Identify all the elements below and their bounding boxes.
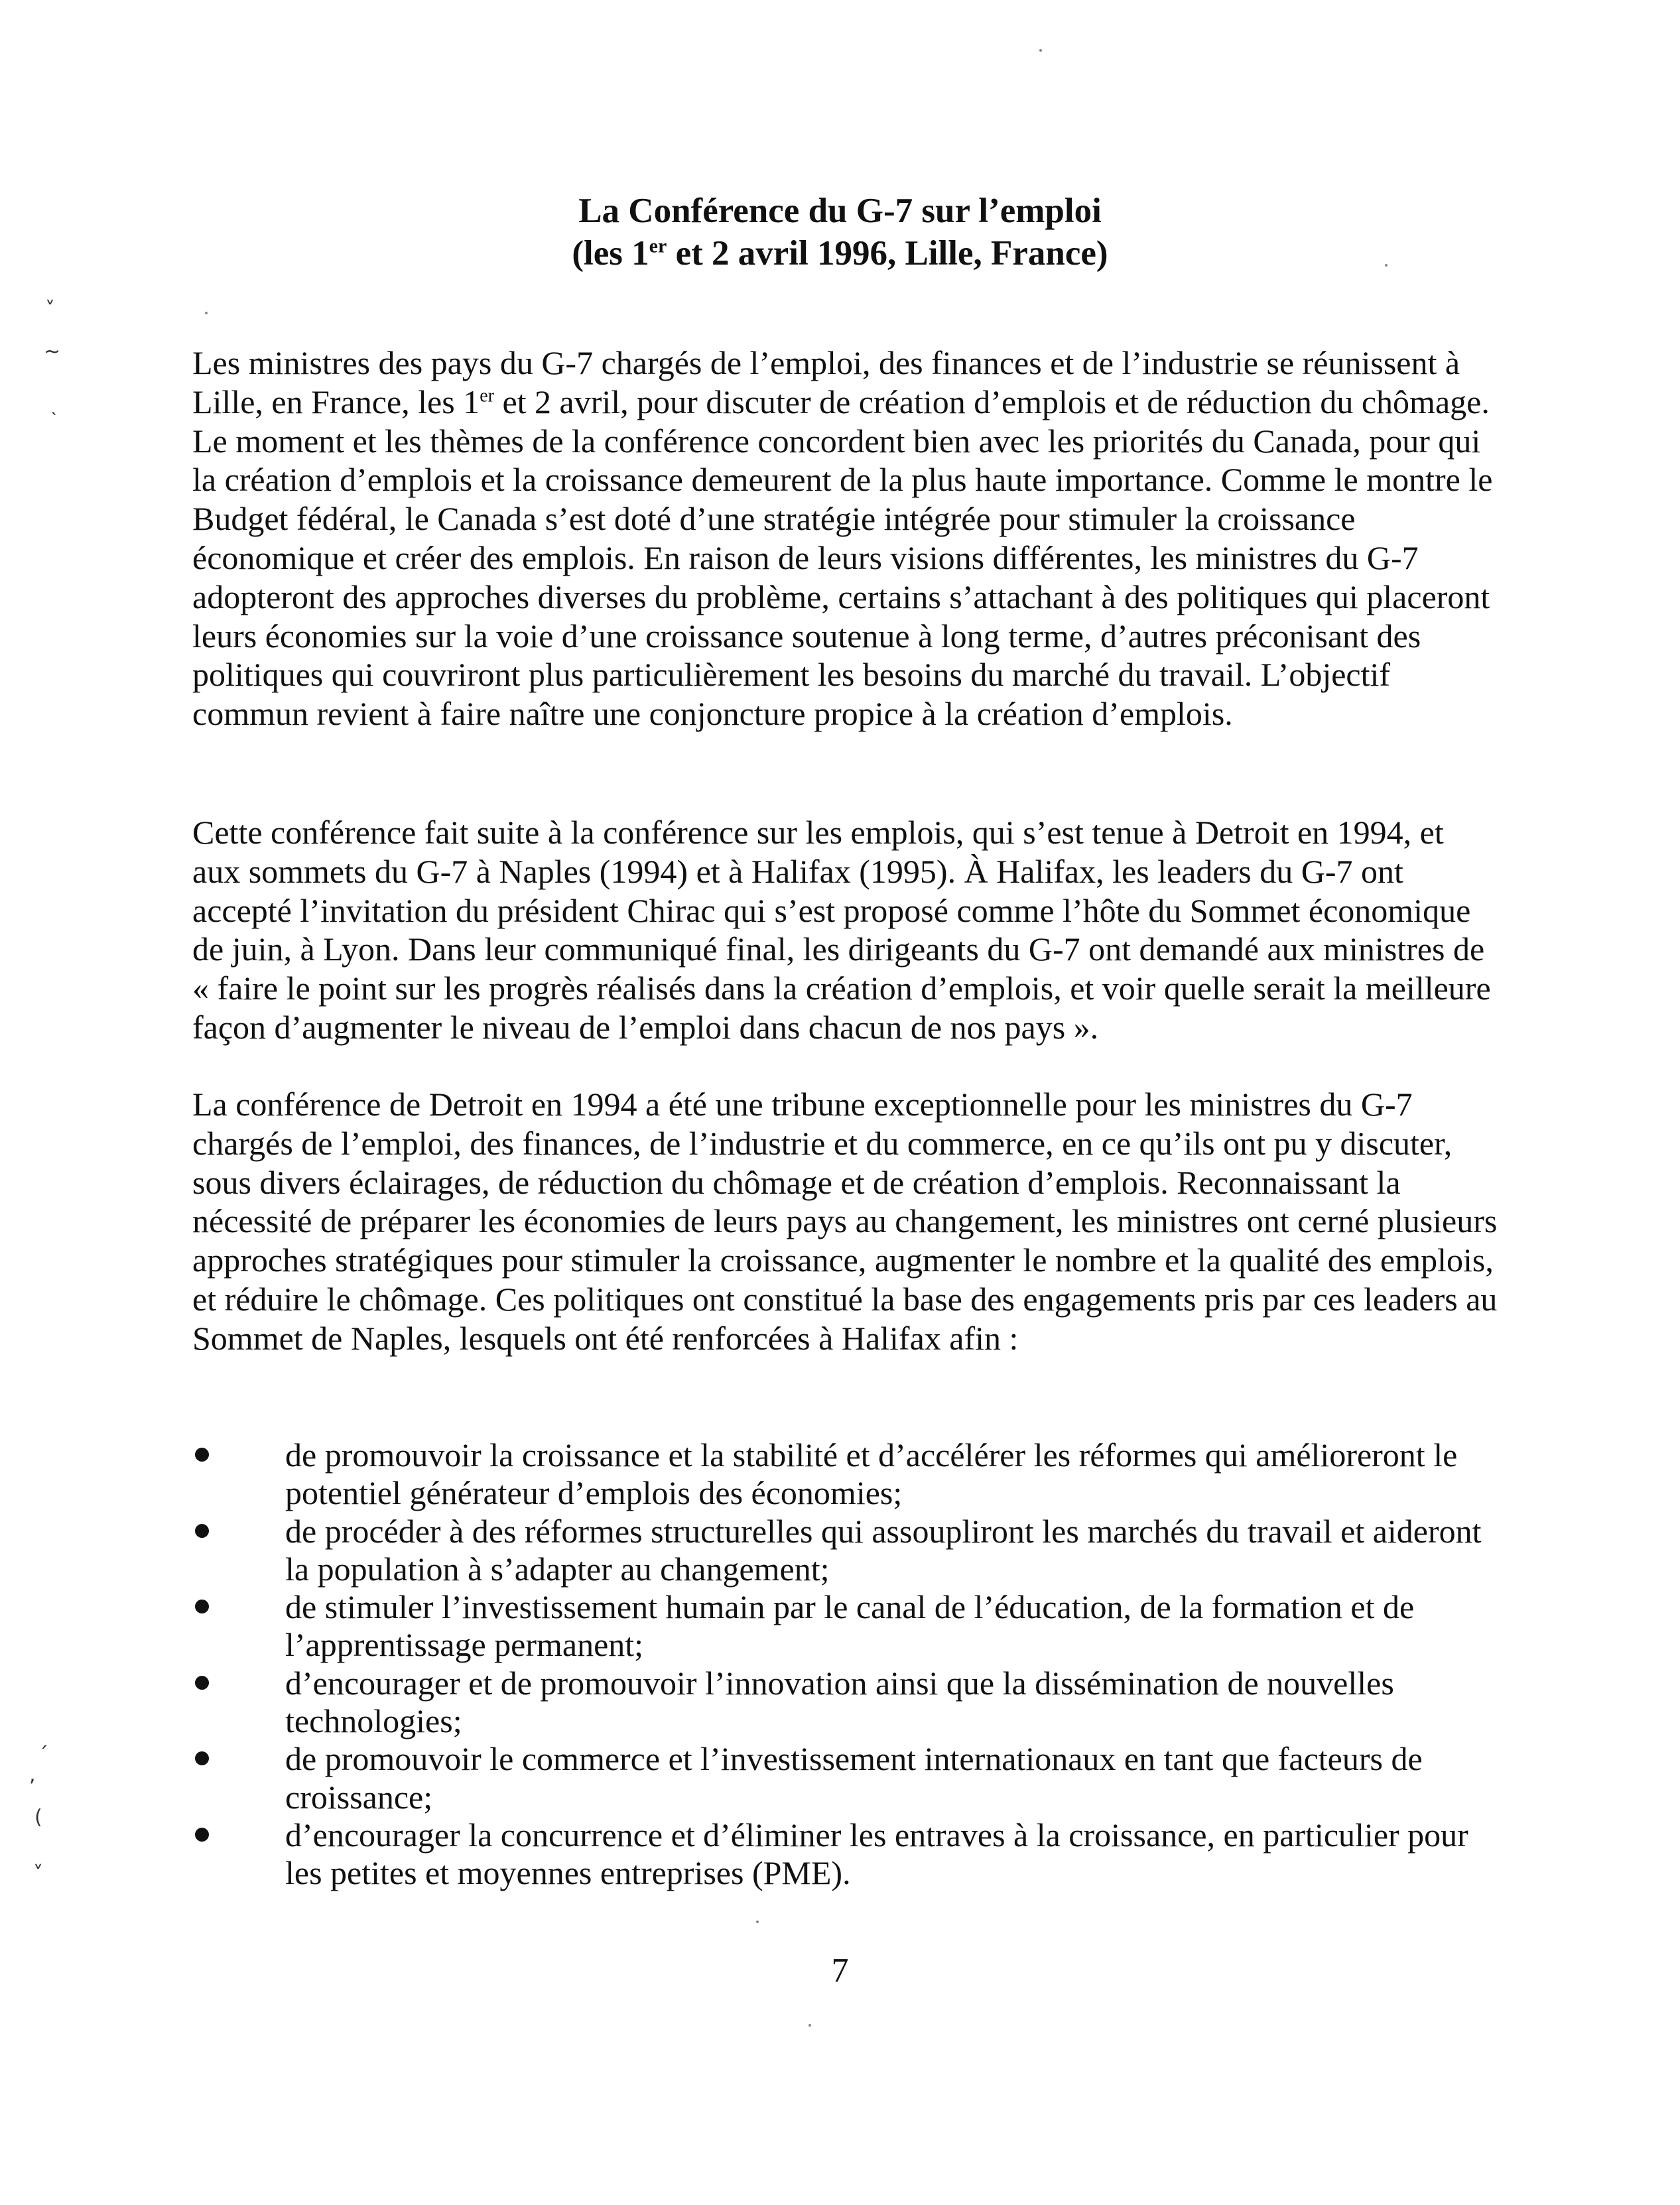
bullet-dot-icon xyxy=(195,1676,209,1690)
paragraph-3: La conférence de Detroit en 1994 a été une tribune exceptionnelle pour les ministres du G-7 chargés de l’emploi, des finances, de l’industrie et du commerce, en ce qu’ils ont pu y discuter, sous divers éclairages, de réduction du chômage et de création d’emplois. Reconnaissant la nécessité de préparer les économies de leurs pays au changement, les ministres ont cerné plusieurs approches stratégiques pour stimuler la croissance, augmenter le nombre et la qualité des emplois, et réduire le chômage. Ces politiques ont constitué la base des engagements pris par ces leaders au Sommet de Naples, lesquels ont été renforcées à Halifax afin : xyxy=(192,1086,1498,1357)
scan-speck xyxy=(756,1921,759,1923)
paragraph-1 xyxy=(192,344,1499,733)
scan-artifact-mark: ( xyxy=(34,1806,42,1829)
title-line-2-suffix: et 2 avril 1996, Lille, France) xyxy=(667,234,1108,273)
scan-artifact-mark: ˏ xyxy=(38,1726,48,1749)
scan-speck xyxy=(808,2024,811,2027)
list-item-text: de procéder à des réformes structurelles qui assoupliront les marchés du travail et aideront la population à s’adapter au changement; xyxy=(285,1512,1482,1588)
list-item xyxy=(192,1436,1499,1513)
paragraph-1-prefix: Les ministres des pays du G-7 chargés de l’emploi, des finances et de l’industrie se réunissent à Lille, en France, les 1 xyxy=(192,344,1460,420)
paragraph-1-suffix: et 2 avril, pour discuter de création d’emplois et de réduction du chômage. Le moment et les thèmes de la conférence concordent bien avec les priorités du Canada, pour qui la création d’emplois et la croissance demeurent de la plus haute importance. Comme le montre le Budget fédéral, le Canada s’est doté d’une stratégie intégrée pour stimuler la croissance économique et créer des emplois. En raison de leurs visions différentes, les ministres du G-7 adopteront des approches diverses du problème, certains s’attachant à des politiques qui placeront leurs économies sur la voie d’une croissance soutenue à long terme, d’autres préconisant des politiques qui couvriront plus particulièrement les besoins du marché du travail. L’objectif commun revient à faire naître une conjoncture propice à la création d’emplois. xyxy=(192,383,1493,733)
list-item-text: de stimuler l’investissement humain par le canal de l’éducation, de la formation et de l’apprentissage permanent; xyxy=(285,1588,1415,1664)
list-item xyxy=(192,1588,1499,1665)
scan-artifact-mark: , xyxy=(29,1763,36,1787)
bullet-dot-icon xyxy=(195,1751,209,1765)
bullet-dot-icon xyxy=(195,1524,209,1538)
paragraph-1-sup: er xyxy=(480,385,494,407)
title-line-2-prefix: (les 1 xyxy=(572,234,649,273)
title-line-2 xyxy=(0,232,1680,275)
list-item xyxy=(192,1816,1499,1893)
list-item xyxy=(192,1513,1499,1589)
list-item xyxy=(192,1740,1499,1816)
list-item-text: d’encourager la concurrence et d’éliminer les entraves à la croissance, en particulier pour les petites et moyennes entreprises (PME). xyxy=(285,1816,1468,1892)
title-line-2-sup: er xyxy=(649,235,667,257)
document-title xyxy=(0,190,1680,275)
list-item-text: de promouvoir le commerce et l’investissement internationaux en tant que facteurs de croissance; xyxy=(285,1740,1423,1816)
bullet-dot-icon xyxy=(195,1828,209,1842)
list-item-text: d’encourager et de promouvoir l’innovation ainsi que la dissémination de nouvelles technologies; xyxy=(285,1664,1394,1740)
scan-artifact-mark: ˅ xyxy=(45,298,55,321)
scan-speck xyxy=(1039,49,1042,52)
bullet-dot-icon xyxy=(195,1600,209,1613)
scan-speck xyxy=(1385,264,1388,267)
list-item xyxy=(192,1665,1499,1741)
scan-artifact-mark: ˴ xyxy=(50,400,57,423)
scan-speck xyxy=(205,312,208,314)
title-line-1: La Conférence du G-7 sur l’emploi xyxy=(578,192,1102,230)
page-number: 7 xyxy=(831,1952,849,1989)
scan-artifact-mark: ˬ xyxy=(33,1846,43,1869)
paragraph-2: Cette conférence fait suite à la conférence sur les emplois, qui s’est tenue à Detroit en 1994, et aux sommets du G-7 à Naples (1994) et à Halifax (1995). À Halifax, les leaders du G-7 ont accepté l’invitation du président Chirac qui s’est proposé comme l’hôte du Sommet économique de juin, à Lyon. Dans leur communiqué final, les dirigeants du G-7 ont demandé aux ministres de « faire le point sur les progrès réalisés dans la création d’emplois, et voir quelle serait la meilleure façon d’augmenter le niveau de l’emploi dans chacun de nos pays ». xyxy=(192,814,1491,1046)
bullet-dot-icon xyxy=(195,1448,209,1462)
list-item-text: de promouvoir la croissance et la stabilité et d’accélérer les réformes qui amélioreront le potentiel générateur d’emplois des économies; xyxy=(285,1436,1458,1512)
bullet-list xyxy=(192,1436,1499,1893)
scan-artifact-mark: ~ xyxy=(44,340,61,363)
